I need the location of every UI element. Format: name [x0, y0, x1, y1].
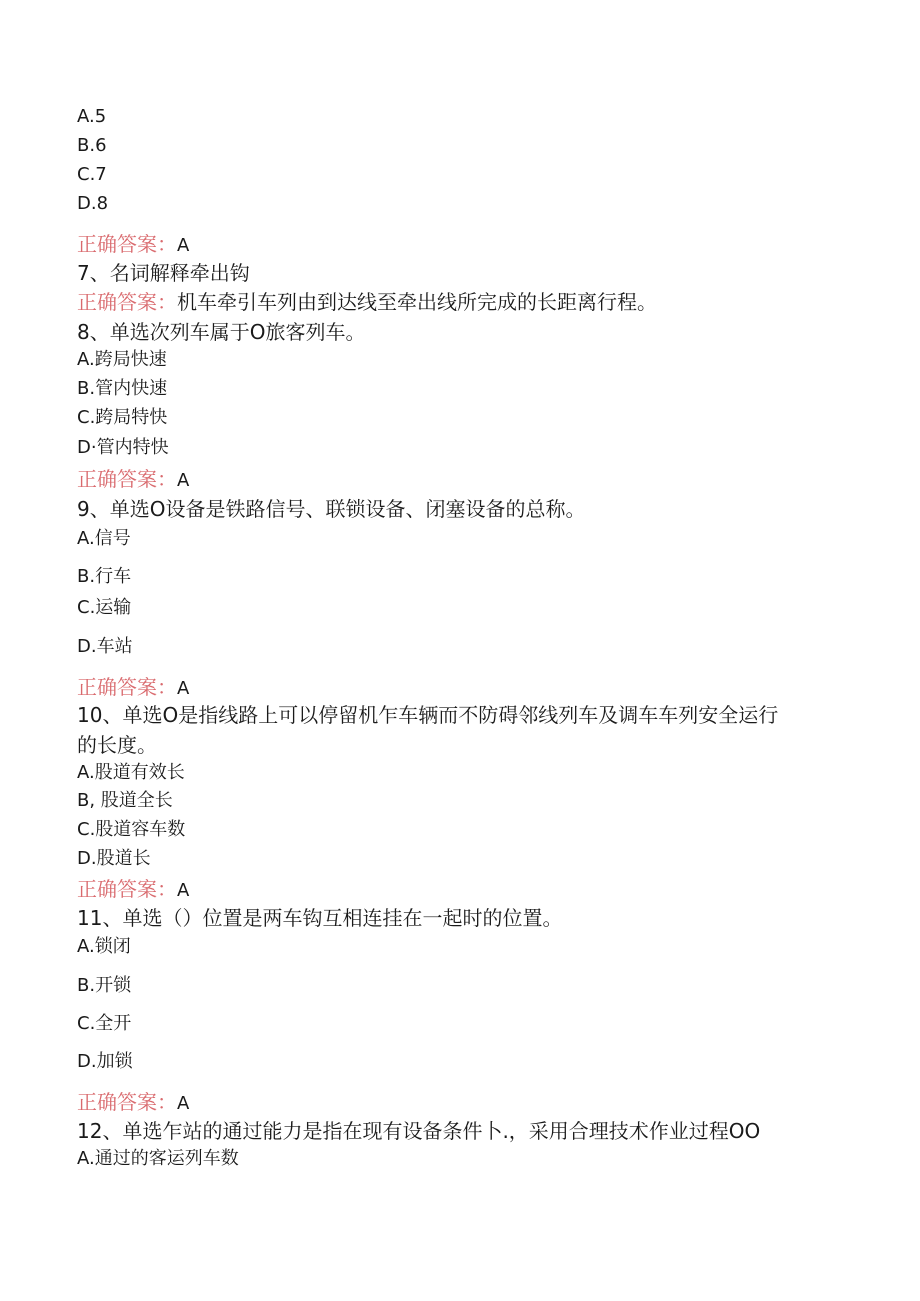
answer-value: A — [177, 470, 190, 491]
option-text: C.7 — [77, 164, 107, 185]
answer-line — [77, 469, 189, 490]
answer-label: 正确答案： — [77, 290, 177, 314]
option-text: B.开锁 — [77, 975, 132, 996]
question-text: 9、单选O设备是铁路信号、联锁设备、闭塞设备的总称。 — [77, 497, 586, 521]
option-text: A.通过的客运列车数 — [77, 1148, 239, 1169]
answer-line — [77, 1092, 189, 1113]
answer-line — [77, 234, 189, 255]
option-text: D.车站 — [77, 636, 133, 657]
question-text: 7、名词解释牵出钩 — [77, 261, 250, 285]
answer-label: 正确答案： — [77, 467, 177, 491]
question-text: 的长度。 — [77, 733, 157, 757]
option-text: A.股道有效长 — [77, 762, 185, 783]
question-text: 10、单选O是指线路上可以停留机乍车辆而不防碍邻线列车及调车车列安全运行 — [77, 703, 779, 727]
question-text: 11、单选（）位置是两车钩互相连挂在一起时的位置。 — [77, 906, 563, 930]
option-text: C.运输 — [77, 597, 132, 618]
answer-value: A — [177, 1093, 190, 1114]
answer-value: 机车牵引车列由到达线至牵出线所完成的长距离行程。 — [177, 290, 657, 314]
option-text: D·管内特快 — [77, 437, 169, 458]
question-text: 8、单选次列车属于O旅客列车。 — [77, 320, 366, 344]
option-text: B, 股道全长 — [77, 790, 173, 811]
answer-line — [77, 292, 657, 312]
answer-label: 正确答案： — [77, 232, 177, 256]
option-text: A.跨局快速 — [77, 349, 167, 370]
answer-label: 正确答案： — [77, 877, 177, 901]
option-text: D.加锁 — [77, 1051, 133, 1072]
option-text: C.全开 — [77, 1013, 132, 1034]
option-text: D.股道长 — [77, 848, 151, 869]
answer-line — [77, 879, 189, 900]
option-text: A.5 — [77, 106, 107, 127]
answer-value: A — [177, 235, 190, 256]
answer-value: A — [177, 880, 190, 901]
answer-label: 正确答案： — [77, 1090, 177, 1114]
option-text: C.股道容车数 — [77, 819, 186, 840]
answer-label: 正确答案： — [77, 675, 177, 699]
question-text: 12、单选乍站的通过能力是指在现有设备条件卜.，采用合理技术作业过程OO — [77, 1119, 761, 1143]
option-text: D.8 — [77, 193, 109, 214]
option-text: B.管内快速 — [77, 378, 168, 399]
answer-value: A — [177, 678, 190, 699]
answer-line — [77, 677, 189, 698]
option-text: B.行车 — [77, 566, 132, 587]
option-text: C.跨局特快 — [77, 407, 168, 428]
option-text: B.6 — [77, 135, 107, 156]
option-text: A.信号 — [77, 528, 131, 549]
option-text: A.锁闭 — [77, 936, 131, 957]
